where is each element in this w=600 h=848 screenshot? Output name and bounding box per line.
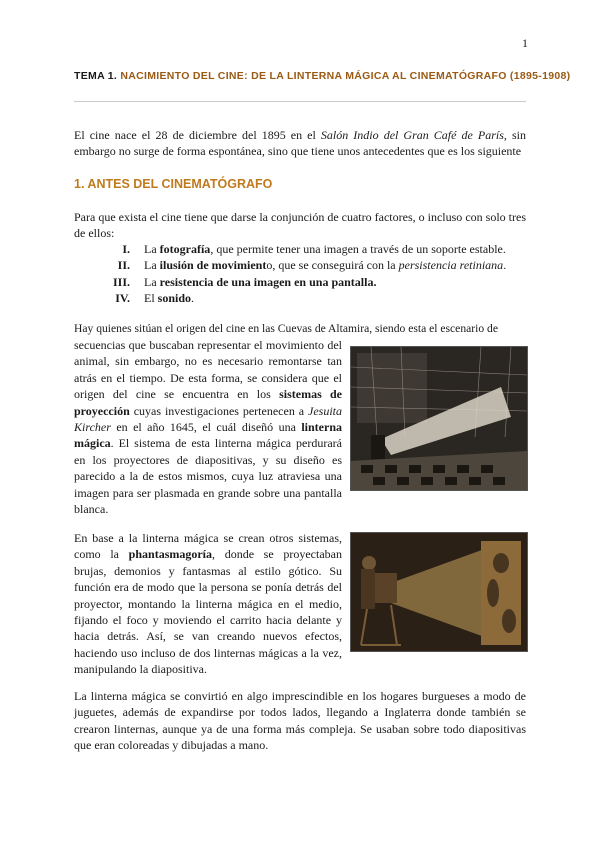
altamira-first-line: Hay quienes sitúan el origen del cine en las Cuevas de Altamira, siendo esta el escenario de [74,322,498,335]
list-text: La fotografía, que permite tener una imagen a través de un soporte estable. [144,242,506,256]
section-heading: 1. ANTES DEL CINEMATÓGRAFO [74,177,273,191]
list-numeral: II. [117,258,130,273]
list-text: La ilusión de movimiento, que se conseguirá con la persistencia retiniana. [144,258,507,273]
intro-text-end: , sin embargo no surge de forma espontánea, sino que tiene unos antecedentes que es los siguiente [74,128,526,159]
list-item [100,257,520,273]
list-item [100,241,520,257]
altamira-paragraph: secuencias que buscaban representar el movimiento del animal, sin embargo, no es necesario remontarse tan atrás en el tiempo. De esta forma, se considera que el origen del cine se encuentra en los sistemas de proyección cuyas investigaciones pertenecen a Jesuita Kircher en el año 1645, el cuál diseñó una linterna mágica. El sistema de esta linterna mágica perdurará en los proyectores de diapositivas, y su diseño es parecido a la de estos mismos, cuya luz atraviesa una imagen para ser plasmada en grande sobre una pantalla blanca. [74,338,342,517]
list-item [100,274,520,290]
title-text: NACIMIENTO DEL CINE: DE LA LINTERNA MÁGICA AL CINEMATÓGRAFO (1895-1908) [120,70,571,82]
list-item [100,290,520,306]
page-title [74,70,571,82]
phantasmagoria-engraving [350,532,528,652]
factors-intro: Para que exista el cine tiene que darse la conjunción de cuatro factores, o incluso con solo tres de ellos: [74,210,526,241]
factor-list [100,241,520,307]
list-text: El sonido. [144,291,195,306]
phantasmagoria-paragraph: En base a la linterna mágica se crean otros sistemas, como la phantasmagoría, donde se proyectaban brujas, demonios y fantasmas al estilo gótico. Su función era de modo que la persona se ponía detrás del proyector, montando la linterna mágica en el medio, fijando el foco y moviendo el carrito hacia delante y hacia detrás. Así, se van creando nuevos efectos, haciendo uso incluso de dos linternas mágicas a la vez, manipulando la diapositiva. [74,531,342,677]
list-numeral: III. [112,274,130,289]
list-numeral: I. [122,242,130,256]
page-number: 1 [522,36,528,50]
intro-venue: Salón Indio del Gran Café de París [320,128,504,142]
list-numeral: IV. [115,291,130,306]
intro-text: El cine nace el 28 de diciembre del 1895 en el [74,128,321,142]
burgueses-paragraph: La linterna mágica se convirtió en algo imprescindible en los hogares burgueses a modo de juguetes, además de expandirse por todos lados, llegando a Inglaterra donde también se crearon linternas, aunque ya de una forma más compleja. Se usaban sobre todo diapositivas que eran coloreadas y dibujadas a mano. [74,689,526,753]
intro-paragraph [74,127,526,160]
list-text: La resistencia de una imagen en una pantalla. [144,274,377,289]
title-lead: TEMA 1. [74,70,118,82]
magic-lantern-engraving [350,346,528,491]
title-divider [74,101,526,102]
